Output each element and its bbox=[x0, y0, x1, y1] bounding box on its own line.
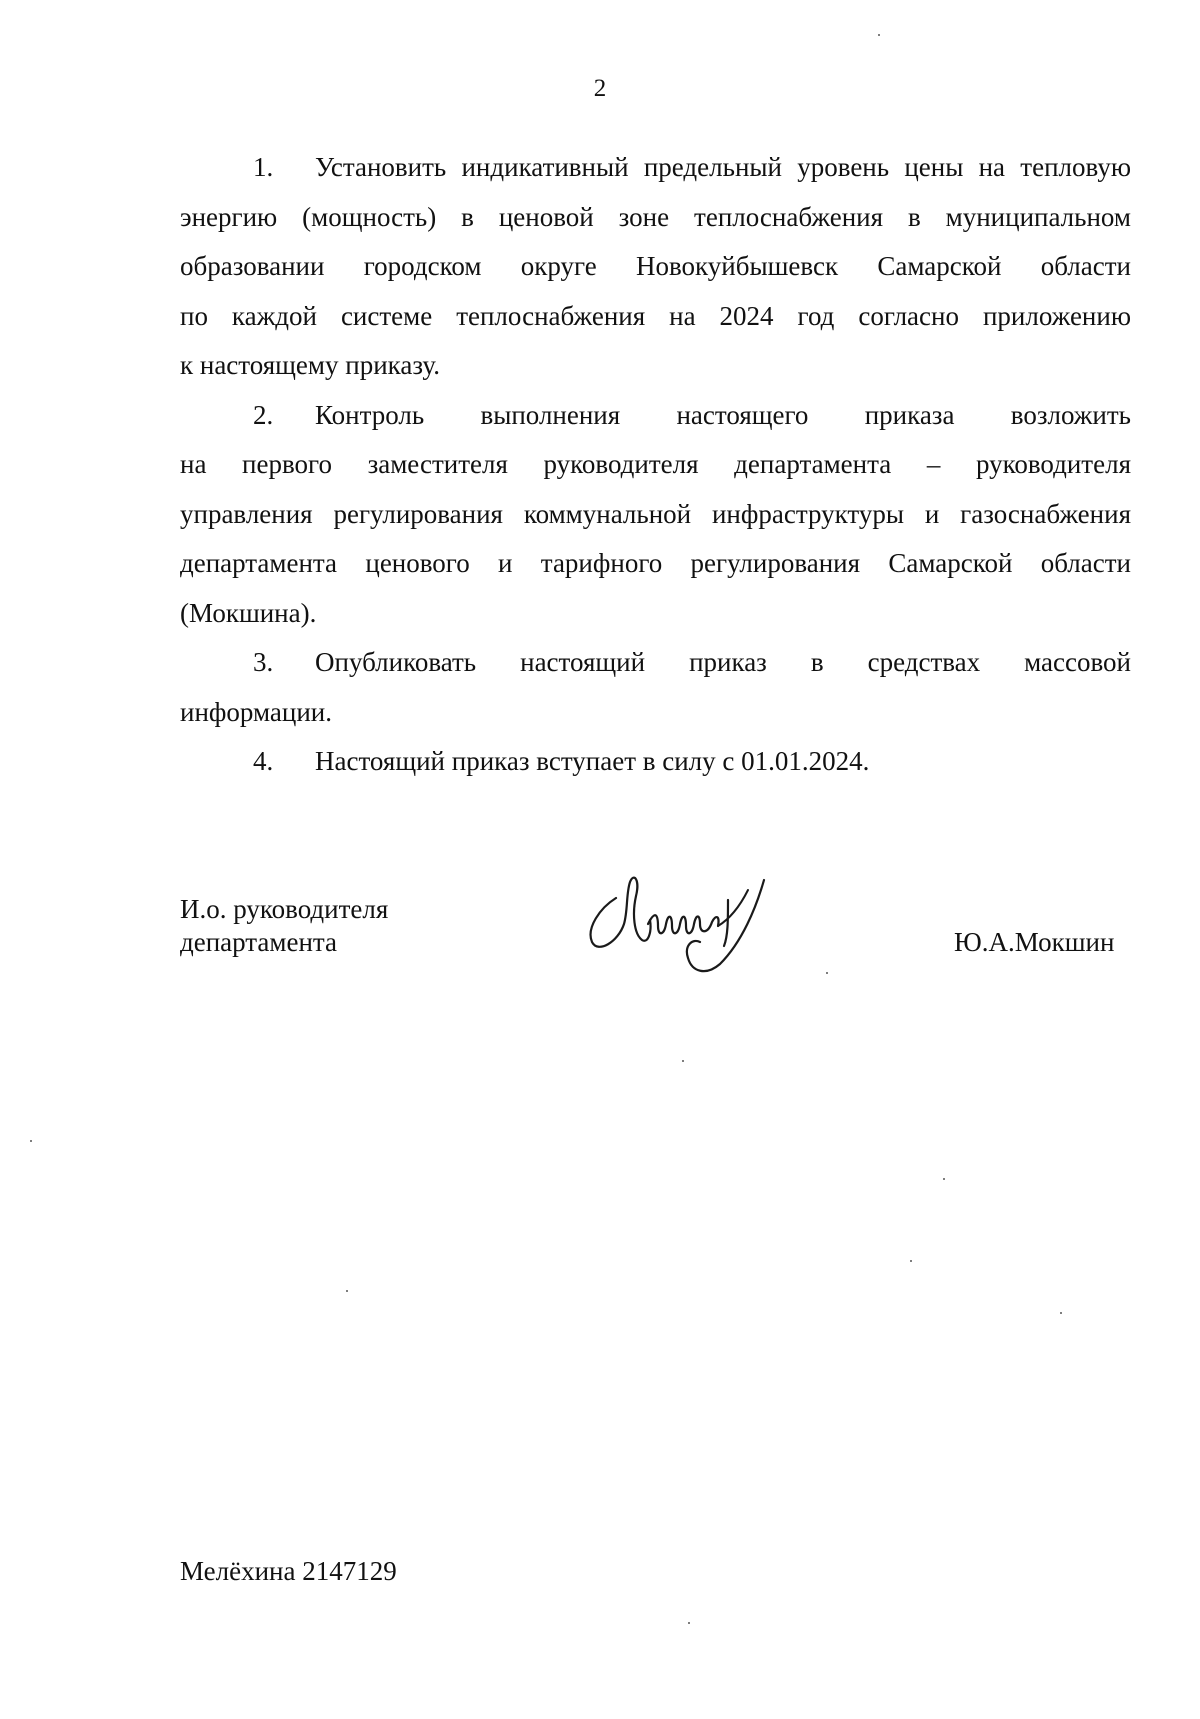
scan-speck bbox=[682, 1060, 684, 1062]
scan-speck bbox=[346, 1290, 348, 1292]
scan-speck bbox=[910, 1260, 912, 1262]
paragraph-2-line-3: управления регулирования коммунальной инфраструктуры и газоснабжения bbox=[180, 498, 1131, 529]
paragraph-1-line-5: к настоящему приказу. bbox=[180, 350, 440, 380]
paragraph-2-text: Контроль выполнения настоящего приказа возложить bbox=[315, 399, 1131, 430]
signatory-name: Ю.А.Мокшин bbox=[954, 927, 1115, 957]
paragraph-1-line-4: по каждой системе теплоснабжения на 2024 год согласно приложению bbox=[180, 300, 1131, 331]
paragraph-2-line-1 bbox=[180, 391, 1131, 441]
paragraph-1-line-2: энергию (мощность) в ценовой зоне теплоснабжения в муниципальном bbox=[180, 201, 1131, 232]
scan-speck bbox=[826, 972, 828, 974]
scan-speck bbox=[688, 1622, 690, 1624]
paragraph-2-line-5: (Мокшина). bbox=[180, 597, 317, 628]
handwritten-signature bbox=[578, 850, 788, 980]
executor-contact: Мелёхина 2147129 bbox=[180, 1556, 397, 1586]
paragraph-4-text: Настоящий приказ вступает в силу с 01.01.2024. bbox=[315, 746, 870, 776]
signatory-position-line-2: департамента bbox=[180, 927, 338, 957]
paragraph-3-text: Опубликовать настоящий приказ в средствах массовой bbox=[315, 647, 1131, 677]
paragraph-3-number: 3. bbox=[253, 647, 274, 677]
paragraph-1-text: Установить индикативный предельный уровень цены на тепловую bbox=[315, 152, 1131, 182]
signatory-position bbox=[180, 893, 388, 959]
paragraph-2-line-2: на первого заместителя руководителя департамента – руководителя bbox=[180, 449, 1131, 479]
paragraph-1-line-1 bbox=[180, 143, 1131, 193]
paragraph-1-line-3: образовании городском округе Новокуйбышевск Самарской области bbox=[180, 251, 1131, 281]
paragraph-4-line-1 bbox=[180, 737, 1131, 787]
paragraph-2-line-4: департамента ценового и тарифного регулирования Самарской области bbox=[180, 548, 1131, 578]
signatory-position-line-1: И.о. руководителя bbox=[180, 894, 389, 924]
paragraph-3-line-2: информации. bbox=[180, 696, 332, 727]
paragraph-4-number: 4. bbox=[253, 746, 274, 776]
order-body bbox=[180, 143, 1131, 787]
paragraph-2-number: 2. bbox=[253, 399, 274, 430]
paragraph-1-number: 1. bbox=[253, 152, 274, 182]
scan-speck bbox=[1060, 1312, 1062, 1314]
page-number: 2 bbox=[593, 75, 607, 102]
paragraph-3-line-1 bbox=[180, 638, 1131, 688]
scan-speck bbox=[878, 34, 880, 36]
scan-speck bbox=[30, 1140, 32, 1142]
scan-speck bbox=[943, 1178, 945, 1180]
